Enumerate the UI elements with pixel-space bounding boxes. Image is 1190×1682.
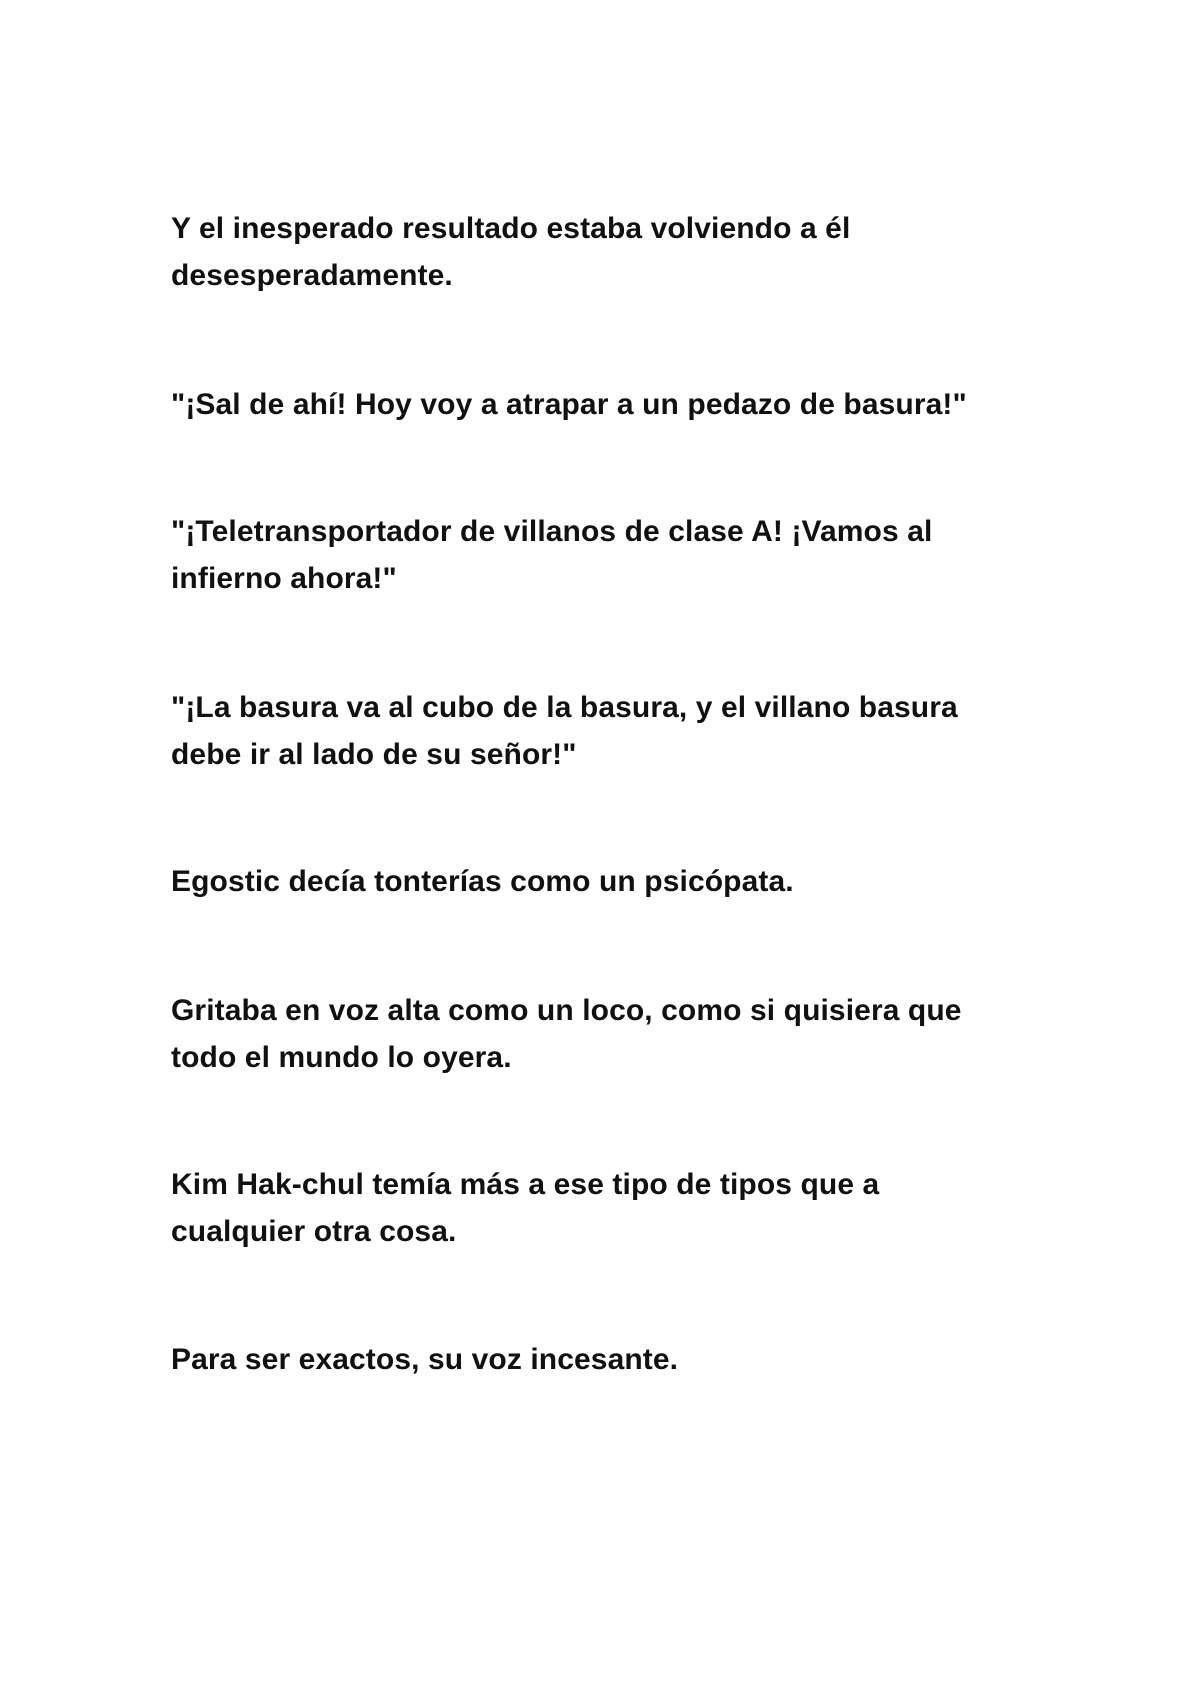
paragraph-1 [171,205,1031,299]
paragraph-4-line-1: "¡La basura va al cubo de la basura, y el villano basura [171,691,958,724]
paragraph-8-line-1: Para ser exactos, su voz incesante. [171,1343,679,1376]
paragraph-6-line-2: todo el mundo lo oyera. [171,1041,512,1074]
paragraph-4 [171,684,1031,778]
paragraph-2-line-1: "¡Sal de ahí! Hoy voy a atrapar a un pedazo de basura!" [171,388,967,421]
paragraph-1-line-1: Y el inesperado resultado estaba volviendo a él [171,212,851,245]
paragraph-5-line-1: Egostic decía tonterías como un psicópata. [171,865,794,898]
paragraph-4-line-2: debe ir al lado de su señor!" [171,738,577,771]
paragraph-2 [171,381,1031,428]
paragraph-6-line-1: Gritaba en voz alta como un loco, como si quisiera que [171,994,962,1027]
paragraph-5 [171,858,1031,905]
paragraph-6 [171,987,1031,1081]
paragraph-1-line-2: desesperadamente. [171,259,453,292]
paragraph-3-line-2: infierno ahora!" [171,562,397,595]
paragraph-7 [171,1161,1031,1255]
paragraph-7-line-2: cualquier otra cosa. [171,1215,457,1248]
paragraph-8 [171,1336,1031,1383]
paragraph-3 [171,508,1031,602]
paragraph-7-line-1: Kim Hak-chul temía más a ese tipo de tipos que a [171,1168,880,1201]
paragraph-3-line-1: "¡Teletransportador de villanos de clase A! ¡Vamos al [171,515,933,548]
